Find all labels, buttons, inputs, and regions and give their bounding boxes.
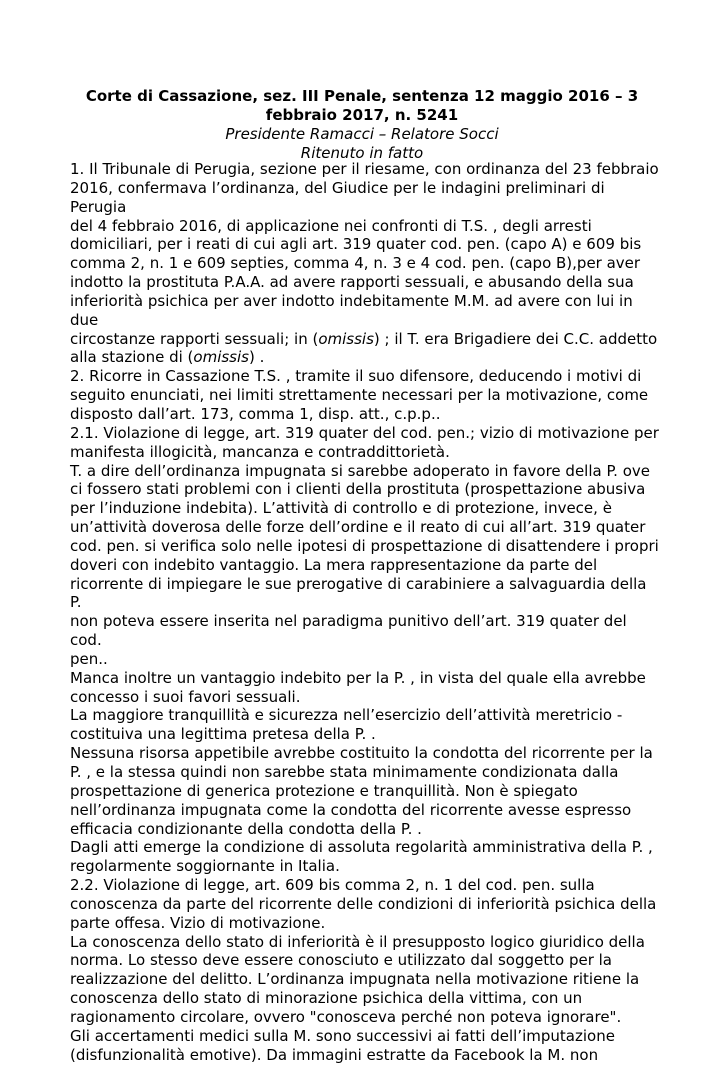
body-paragraph bbox=[70, 744, 660, 838]
body-paragraph bbox=[70, 876, 660, 933]
text-run: Manca inoltre un vantaggio indebito per la P. , in vista del quale ella avrebbe concesso i suoi favori sessuali. bbox=[70, 668, 646, 706]
judges-line: Presidente Ramacci – Relatore Socci bbox=[225, 125, 499, 143]
text-run: ) ; il T. era Brigadiere dei C.C. addetto alla stazione di ( bbox=[70, 329, 658, 367]
text-run: Nessuna risorsa appetibile avrebbe costituito la condotta del ricorrente per la P. , e la stessa quindi non sarebbe stata minimamente condizionata dalla prospettazione di generica protezione e tranquillità. Non è spiegato nell’ordinanza impugnata come la condotta del ricorrente avesse espresso efficacia condizionante della condotta della P. . bbox=[70, 744, 653, 838]
body-paragraph bbox=[70, 1027, 660, 1065]
body-paragraph bbox=[70, 160, 660, 367]
text-run: T. a dire dell’ordinanza impugnata si sarebbe adoperato in favore della P. ove ci fossero stati problemi con i clienti della prostituta (prospettazione abusiva per l’induzione indebita). L’attività di controllo e di protezione, invece, è un’attività doverosa delle forze dell’ordine e il reato di cui all’art. 319 quater cod. pen. si verifica solo nelle ipotesi di prospettazione di disattendere i propri doveri con indebito vantaggio. La mera rappresentazione da parte del ricorrente di impiegare le sue prerogative di carabiniere a salvaguardia della P. non poteva essere inserita nel paradigma punitivo dell’art. 319 quater del cod. pen.. bbox=[70, 461, 659, 668]
document-header bbox=[80, 87, 644, 163]
body-paragraph bbox=[70, 424, 660, 462]
document-title: Corte di Cassazione, sez. III Penale, sentenza 12 maggio 2016 – 3 febbraio 2017, n. 5241 bbox=[85, 87, 639, 124]
body-paragraph bbox=[70, 462, 660, 669]
italic-run: omissis bbox=[318, 329, 374, 348]
section-heading: Ritenuto in fatto bbox=[300, 144, 424, 162]
text-run: Gli accertamenti medici sulla M. sono successivi ai fatti dell’imputazione (disfunzionalità emotive). Da immagini estratte da Facebook la M. non bbox=[70, 1026, 615, 1064]
italic-run: omissis bbox=[193, 348, 249, 367]
text-run: 1. Il Tribunale di Perugia, sezione per il riesame, con ordinanza del 23 febbraio 2016, confermava l’ordinanza, del Giudice per le indagini preliminari di Perugia del 4 febbraio 2016, di applicazione nei confronti di T.S. , degli arresti domiciliari, per i reati di cui agli art. 319 quater cod. pen. (capo A) e 609 bis comma 2, n. 1 e 609 septies, comma 4, n. 3 e 4 cod. pen. (capo B),per aver indotto la prostituta P.A.A. ad avere rapporti sessuali, e abusando della sua inferiorità psichica per aver indotto indebitamente M.M. ad avere con lui in due circostanze rapporti sessuali; in ( bbox=[70, 160, 659, 348]
text-run: La maggiore tranquillità e sicurezza nell’esercizio dell’attività meretricio - costituiva una legittima pretesa della P. . bbox=[70, 706, 623, 744]
text-run: La conoscenza dello stato di inferiorità è il presupposto logico giuridico della norma. Lo stesso deve essere conosciuto e utilizzato dal soggetto per la realizzazione del delitto. L’ordinanza impugnata nella motivazione ritiene la conoscenza dello stato di minorazione psichica della vittima, con un ragionamento circolare, ovvero "conosceva perché non poteva ignorare". bbox=[70, 932, 645, 1026]
document-body bbox=[70, 160, 660, 1065]
text-run: 2.1. Violazione di legge, art. 319 quater del cod. pen.; vizio di motivazione per manifesta illogicità, mancanza e contraddittorietà. bbox=[70, 423, 659, 461]
body-paragraph bbox=[70, 933, 660, 1027]
text-run: 2. Ricorre in Cassazione T.S. , tramite il suo difensore, deducendo i motivi di seguito enunciati, nei limiti strettamente necessari per la motivazione, come disposto dall’art. 173, comma 1, disp. att., c.p.p.. bbox=[70, 367, 649, 423]
body-paragraph bbox=[70, 838, 660, 876]
text-run: Dagli atti emerge la condizione di assoluta regolarità amministrativa della P. , regolarmente soggiornante in Italia. bbox=[70, 838, 653, 876]
body-paragraph bbox=[70, 706, 660, 744]
body-paragraph bbox=[70, 367, 660, 424]
text-run: ) . bbox=[248, 348, 265, 367]
text-run: 2.2. Violazione di legge, art. 609 bis comma 2, n. 1 del cod. pen. sulla conoscenza da parte del ricorrente delle condizioni di inferiorità psichica della parte offesa. Vizio di motivazione. bbox=[70, 876, 657, 932]
body-paragraph bbox=[70, 669, 660, 707]
